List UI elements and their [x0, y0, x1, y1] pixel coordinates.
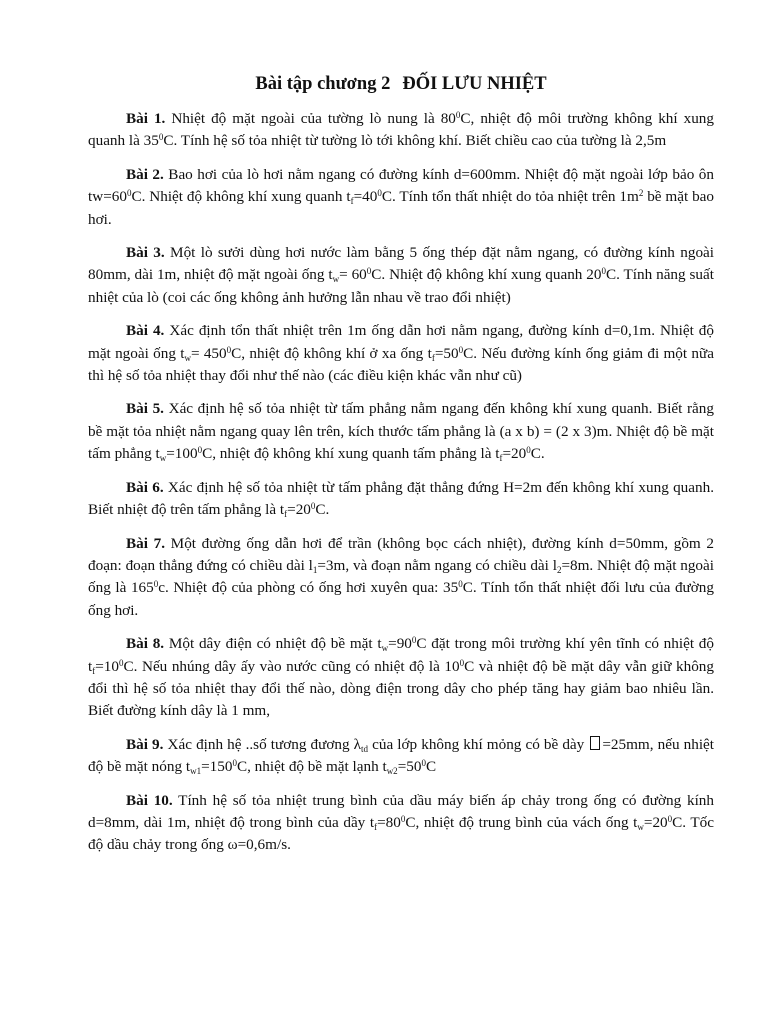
subscript: 2	[556, 564, 562, 575]
exercise-2	[88, 164, 714, 231]
exercise-text: Xác định hệ ..số tương đương λ	[163, 735, 362, 753]
exercise-text: C đặt trong môi trường khí yên tĩnh có nhiệt độ t	[88, 635, 714, 675]
exercise-text: =8m. Nhiệt độ mặt ngoài ống là 165	[88, 556, 714, 597]
subscript: f	[431, 352, 435, 363]
superscript: 0	[197, 445, 203, 456]
exercise-text: C và nhiệt độ bề mặt dây vẫn giữ không đổi thì hệ số tỏa nhiệt thay đổi thế nào, dòng điện trong dây cho phép tăng hay giảm bao nhiêu lần. Biết đường kính dây là 1 mm,	[88, 657, 714, 720]
exercise-label: Bài 7.	[126, 534, 166, 552]
exercise-text: =10	[95, 657, 119, 675]
exercise-text: C. Nếu đường kính ống giảm đi một nữa thì hệ số tỏa nhiệt thay đổi như thế nào (các điều kiện khác vẫn như cũ)	[88, 344, 714, 385]
exercise-text: =3m, và đoạn nằm ngang có chiều dài l	[317, 556, 557, 574]
exercise-text: =25mm, nếu nhiệt độ bề mặt nóng t	[88, 735, 714, 776]
subscript: f	[284, 509, 288, 520]
superscript: 0	[310, 501, 316, 512]
subscript: w	[381, 643, 389, 654]
exercise-8	[88, 633, 714, 723]
page-title	[88, 72, 714, 96]
superscript: 0	[459, 657, 465, 668]
title-prefix: Bài tập chương 2	[255, 74, 391, 94]
exercise-4	[88, 320, 714, 387]
exercise-7	[88, 533, 714, 623]
exercise-5	[88, 398, 714, 465]
exercise-text: C. Tốc độ dầu chảy trong ống ω=0,6m/s.	[88, 813, 714, 854]
exercise-9	[88, 734, 714, 779]
exercise-1	[88, 108, 714, 153]
exercise-text: = 60	[339, 266, 367, 284]
exercise-label: Bài 6.	[126, 478, 164, 496]
exercise-text: C. Tính hệ số tỏa nhiệt từ tường lò tới không khí. Biết chiều cao của tường là 2,5m	[163, 132, 667, 150]
superscript: 0	[601, 266, 606, 277]
exercise-text: =80	[377, 813, 401, 831]
subscript: f	[499, 453, 503, 464]
exercise-label: Bài 3.	[126, 244, 165, 262]
superscript: 2	[638, 188, 644, 199]
exercise-text: C. Nếu nhúng dây ấy vào nước cũng có nhiệt độ là 10	[123, 657, 460, 675]
exercise-10	[88, 790, 714, 857]
superscript: 0	[158, 132, 164, 143]
superscript: 0	[455, 110, 461, 120]
subscript: w	[637, 821, 644, 832]
exercise-text: Xác định hệ số tỏa nhiệt từ tấm phẳng nằm ngang đến không khí xung quanh. Biết rằng bề mặt tỏa nhiệt nằm ngang quay lên trên, kích thước tấm phẳng là (a x b) = (2 x 3)m. Nhiệt độ bề mặt tấm phẳng t	[88, 400, 714, 463]
exercise-text: Xác định tổn thất nhiệt trên 1m ống dẫn hơi nằm ngang, đường kính d=0,1m. Nhiệt độ mặt ngoài ống t	[88, 322, 714, 362]
exercise-text: =150	[201, 758, 233, 776]
missing-glyph-icon	[590, 736, 600, 750]
exercise-3	[88, 242, 714, 309]
exercise-text: C.	[530, 445, 545, 463]
exercise-text: Một lò sưởi dùng hơi nước làm bằng 5 ống thép đặt nằm ngang, có đường kính ngoài 80mm, dài 1m, nhiệt độ mặt ngoài ống t	[88, 244, 714, 284]
exercise-label: Bài 8.	[126, 635, 165, 653]
exercise-text: bề mặt bao hơi.	[88, 188, 714, 228]
exercise-label: Bài 2.	[126, 165, 164, 183]
exercise-label: Bài 9.	[126, 735, 164, 753]
subscript: td	[361, 743, 369, 754]
exercise-text: C, nhiệt độ môi trường không khí xung quanh là 35	[88, 110, 714, 150]
exercise-label: Bài 1.	[126, 110, 166, 127]
superscript: 0	[526, 445, 531, 456]
subscript: 1	[312, 564, 318, 575]
superscript: 0	[411, 635, 417, 646]
exercise-text: = 450	[190, 344, 227, 362]
subscript: f	[92, 665, 96, 676]
exercise-label: Bài 5.	[126, 400, 164, 418]
superscript: 0	[400, 813, 406, 824]
subscript: w	[159, 453, 167, 464]
exercise-text: =100	[166, 445, 198, 463]
exercise-text: Bao hơi của lò hơi nằm ngang có đường kính d=600mm. Nhiệt độ mặt ngoài lớp bảo ôn tw=60	[88, 165, 714, 206]
superscript: 0	[232, 758, 237, 769]
subscript: w2	[386, 766, 398, 777]
exercise-text: C. Tính tổn thất nhiệt đối lưu của đường ống hơi.	[88, 579, 714, 619]
exercise-text: C. Nhiệt độ không khí xung quanh t	[131, 188, 351, 206]
exercise-text: =40	[353, 188, 378, 206]
superscript: 0	[421, 758, 426, 769]
exercise-text: Xác định hệ số tỏa nhiệt từ tấm phẳng đặt thẳng đứng H=2m đến không khí xung quanh. Biết nhiệt độ trên tấm phẳng là t	[88, 478, 714, 519]
exercise-text: C	[425, 758, 437, 776]
superscript: 0	[667, 813, 673, 824]
exercise-text: C. Nhiệt độ không khí xung quanh 20	[371, 266, 602, 284]
superscript: 0	[377, 188, 382, 199]
superscript: 0	[458, 344, 464, 355]
subscript: w	[184, 352, 191, 363]
exercise-text: =20	[502, 445, 527, 463]
exercise-text: C, nhiệt độ bề mặt lạnh t	[236, 758, 387, 776]
exercise-label: Bài 4.	[126, 322, 165, 340]
exercise-text: =50	[397, 758, 422, 776]
exercise-text: C.	[315, 501, 330, 519]
subscript: f	[374, 821, 378, 832]
subscript: w	[332, 274, 340, 285]
exercise-text: Tính hệ số tỏa nhiệt trung bình của dầu máy biến áp chảy trong ống có đường kính d=8mm, dài 1m, nhiệt độ trong bình của dầy t	[88, 791, 714, 831]
exercise-text: Một đường ống dẫn hơi để trần (không bọc cách nhiệt), đường kính d=50mm, gồm 2 đoạn: đoạn thẳng đứng có chiều dài l	[88, 534, 715, 574]
superscript: 0	[153, 579, 159, 590]
exercise-text: của lớp không khí mỏng có bề dày	[368, 735, 589, 753]
exercise-text: Nhiệt độ mặt ngoài của tường lò nung là 80	[165, 110, 456, 127]
subscript: f	[350, 196, 354, 207]
exercise-text: =20	[643, 813, 668, 831]
superscript: 0	[126, 188, 132, 199]
exercise-text: Một dây điện có nhiệt độ bề mặt t	[164, 635, 382, 653]
exercise-text: C. Tính năng suất nhiệt của lò (coi các ống không ảnh hưởng lẫn nhau về trao đổi nhiệt)	[88, 266, 714, 306]
exercise-text: C. Tính tổn thất nhiệt do tỏa nhiệt trên 1m	[381, 188, 639, 206]
title-main: ĐỐI LƯU NHIỆT	[402, 74, 547, 94]
exercise-text: C, nhiệt độ không khí ở xa ống t	[231, 344, 432, 362]
superscript: 0	[119, 657, 124, 668]
exercise-6	[88, 477, 714, 522]
superscript: 0	[226, 344, 232, 355]
exercise-text: C, nhiệt độ không khí xung quanh tấm phẳng là t	[202, 445, 500, 463]
exercise-text: =50	[434, 344, 459, 362]
exercise-text: C, nhiệt độ trung bình của vách ống t	[405, 813, 638, 831]
superscript: 0	[366, 266, 372, 277]
exercise-text: =90	[388, 635, 412, 653]
exercise-text: c. Nhiệt độ của phòng có ống hơi xuyên qua: 35	[158, 579, 459, 597]
subscript: w1	[190, 766, 202, 777]
exercise-text: =20	[287, 501, 311, 519]
superscript: 0	[458, 579, 463, 590]
exercise-label: Bài 10.	[126, 791, 173, 809]
